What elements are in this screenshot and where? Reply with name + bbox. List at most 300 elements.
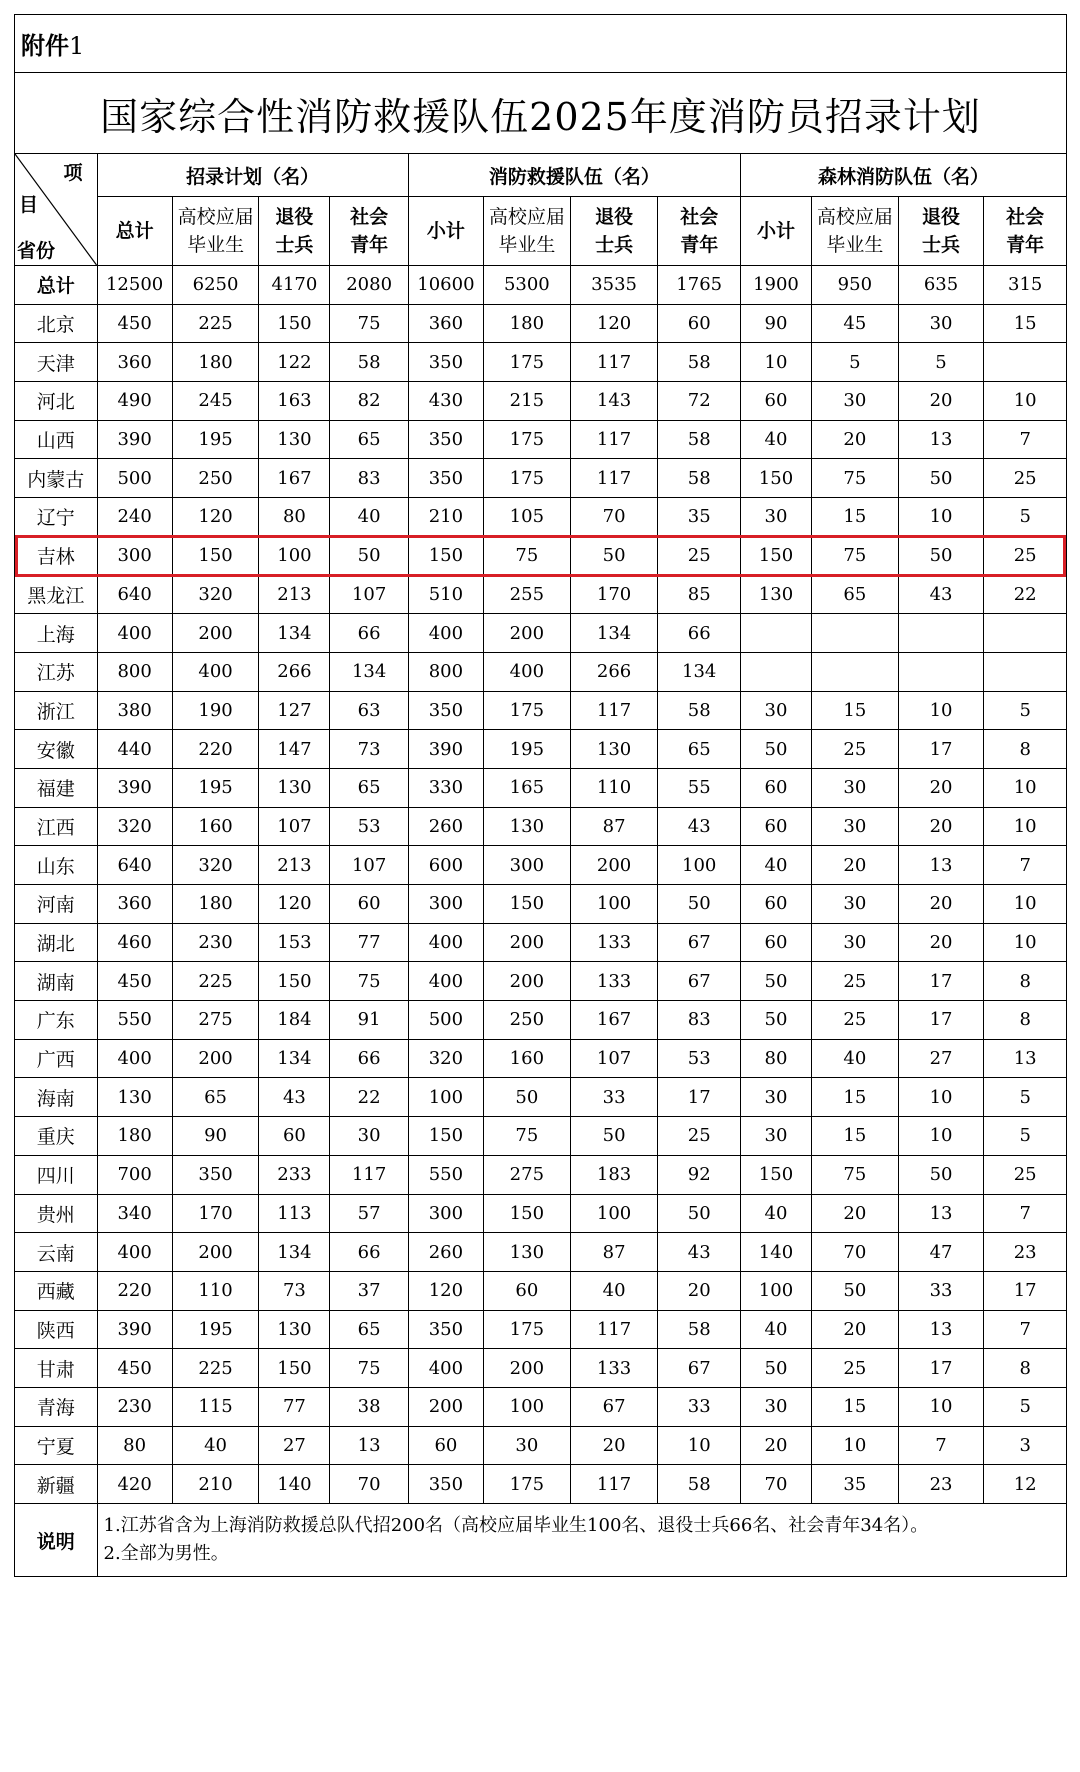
value-cell: 380 [97,691,172,730]
province-cell: 浙江 [15,691,98,730]
value-cell: 390 [408,730,483,769]
value-cell: 120 [259,885,330,924]
value-cell: 143 [570,382,658,421]
value-cell [898,614,984,653]
value-cell: 30 [812,768,899,807]
value-cell: 150 [259,1349,330,1388]
value-cell: 65 [330,768,408,807]
value-cell: 20 [898,885,984,924]
value-cell: 500 [408,1001,483,1040]
value-cell: 400 [408,1349,483,1388]
table-row [15,1117,1067,1156]
value-cell: 10 [898,498,984,537]
value-cell: 12500 [97,266,172,305]
value-cell: 150 [408,536,483,575]
subheader-line: 高校应届 [488,206,565,228]
value-cell: 800 [408,652,483,691]
value-cell: 25 [812,730,899,769]
value-cell: 5 [898,343,984,382]
value-cell: 15 [812,498,899,537]
value-cell: 85 [658,575,741,614]
value-cell: 60 [408,1426,483,1465]
attachment-label: 附件1 [15,15,1067,73]
value-cell: 15 [812,691,899,730]
province-cell: 海南 [15,1078,98,1117]
table-row [15,1465,1067,1504]
value-cell [812,652,899,691]
value-cell: 117 [570,1465,658,1504]
value-cell: 195 [172,1310,259,1349]
value-cell: 30 [740,1078,811,1117]
table-row [15,1310,1067,1349]
value-cell: 91 [330,1001,408,1040]
value-cell: 510 [408,575,483,614]
value-cell: 184 [259,1001,330,1040]
value-cell: 950 [812,266,899,305]
value-cell: 87 [570,1233,658,1272]
value-cell: 350 [408,1465,483,1504]
value-cell: 117 [570,691,658,730]
value-cell: 75 [330,962,408,1001]
value-cell: 30 [740,1387,811,1426]
subheader-cell: 小计 [740,197,811,266]
value-cell: 13 [898,1310,984,1349]
value-cell: 75 [812,459,899,498]
value-cell: 72 [658,382,741,421]
value-cell: 8 [984,1001,1067,1040]
value-cell: 180 [172,885,259,924]
subheader-cell [812,197,899,266]
province-cell: 宁夏 [15,1426,98,1465]
province-cell: 贵州 [15,1194,98,1233]
subheader-cell [259,197,330,266]
value-cell: 10 [658,1426,741,1465]
value-cell: 65 [658,730,741,769]
value-cell: 10 [984,768,1067,807]
value-cell: 210 [408,498,483,537]
value-cell: 140 [740,1233,811,1272]
value-cell: 300 [408,1194,483,1233]
value-cell: 100 [740,1271,811,1310]
value-cell: 30 [812,807,899,846]
corner-province-label: 省份 [17,240,56,262]
value-cell: 225 [172,304,259,343]
value-cell: 60 [740,807,811,846]
value-cell: 50 [812,1271,899,1310]
value-cell: 25 [984,536,1067,575]
value-cell: 27 [259,1426,330,1465]
value-cell: 200 [484,962,571,1001]
value-cell: 153 [259,923,330,962]
value-cell: 20 [658,1271,741,1310]
value-cell: 25 [812,1001,899,1040]
province-cell: 湖北 [15,923,98,962]
table-row [15,885,1067,924]
table-row [15,1001,1067,1040]
value-cell: 130 [570,730,658,769]
province-cell: 青海 [15,1387,98,1426]
subheader-line: 毕业生 [498,234,556,256]
value-cell: 107 [259,807,330,846]
table-row [15,382,1067,421]
table-row [15,846,1067,885]
value-cell [898,652,984,691]
table-row [15,768,1067,807]
value-cell: 100 [658,846,741,885]
subheader-cell [484,197,571,266]
value-cell: 175 [484,343,571,382]
value-cell: 65 [330,1310,408,1349]
value-cell: 100 [570,885,658,924]
value-cell: 4170 [259,266,330,305]
value-cell: 400 [408,962,483,1001]
value-cell: 215 [484,382,571,421]
province-cell: 河北 [15,382,98,421]
province-cell: 内蒙古 [15,459,98,498]
value-cell: 200 [172,614,259,653]
value-cell: 200 [484,1349,571,1388]
value-cell: 50 [658,1194,741,1233]
table-row [15,1387,1067,1426]
subheader-line: 高校应届 [177,206,254,228]
value-cell: 75 [484,1117,571,1156]
value-cell: 113 [259,1194,330,1233]
value-cell: 400 [97,614,172,653]
subheader-line: 士兵 [922,234,961,256]
value-cell [984,343,1067,382]
corner-item-label: 项 [63,162,83,184]
province-cell: 河南 [15,885,98,924]
value-cell: 220 [97,1271,172,1310]
value-cell: 70 [570,498,658,537]
value-cell: 130 [484,807,571,846]
province-cell: 广东 [15,1001,98,1040]
value-cell: 167 [570,1001,658,1040]
value-cell: 13 [984,1039,1067,1078]
value-cell: 82 [330,382,408,421]
province-cell: 广西 [15,1039,98,1078]
value-cell: 175 [484,459,571,498]
value-cell: 5 [984,1117,1067,1156]
value-cell: 127 [259,691,330,730]
value-cell: 640 [97,846,172,885]
value-cell: 67 [570,1387,658,1426]
value-cell: 20 [898,923,984,962]
value-cell: 1765 [658,266,741,305]
value-cell: 460 [97,923,172,962]
value-cell: 360 [97,343,172,382]
value-cell [812,614,899,653]
value-cell: 66 [330,1039,408,1078]
value-cell: 60 [484,1271,571,1310]
value-cell: 30 [740,691,811,730]
value-cell: 360 [97,885,172,924]
value-cell: 12 [984,1465,1067,1504]
value-cell: 315 [984,266,1067,305]
value-cell: 22 [984,575,1067,614]
value-cell: 213 [259,846,330,885]
subheader-cell: 总计 [97,197,172,266]
value-cell: 150 [408,1117,483,1156]
value-cell: 33 [570,1078,658,1117]
value-cell: 75 [330,1349,408,1388]
group-header-forest-fire: 森林消防队伍（名） [740,154,1066,197]
value-cell: 147 [259,730,330,769]
value-cell: 390 [97,420,172,459]
value-cell: 260 [408,807,483,846]
province-cell: 黑龙江 [15,575,98,614]
value-cell: 133 [570,962,658,1001]
value-cell: 134 [570,614,658,653]
value-cell: 133 [570,1349,658,1388]
value-cell: 58 [658,1310,741,1349]
value-cell: 73 [259,1271,330,1310]
value-cell: 10 [898,1117,984,1156]
value-cell: 60 [740,923,811,962]
subheader-cell [570,197,658,266]
value-cell: 23 [898,1465,984,1504]
value-cell: 90 [740,304,811,343]
value-cell: 200 [570,846,658,885]
value-cell: 150 [740,536,811,575]
value-cell: 50 [740,1349,811,1388]
value-cell: 20 [898,768,984,807]
value-cell: 200 [172,1233,259,1272]
subheader-line: 社会 [350,206,389,228]
value-cell: 47 [898,1233,984,1272]
value-cell: 134 [330,652,408,691]
subheader-line: 士兵 [595,234,634,256]
value-cell: 635 [898,266,984,305]
value-cell: 240 [97,498,172,537]
value-cell: 40 [570,1271,658,1310]
value-cell: 67 [658,962,741,1001]
value-cell: 20 [740,1426,811,1465]
subheader-line: 高校应届 [816,206,893,228]
recruitment-table [14,14,1067,1577]
table-row [15,730,1067,769]
table-row [15,614,1067,653]
value-cell: 107 [330,846,408,885]
value-cell: 117 [570,420,658,459]
value-cell: 60 [259,1117,330,1156]
value-cell: 25 [658,536,741,575]
value-cell: 100 [484,1387,571,1426]
value-cell: 10 [812,1426,899,1465]
table-row [15,1271,1067,1310]
value-cell: 10 [984,382,1067,421]
value-cell: 40 [812,1039,899,1078]
value-cell: 10 [898,691,984,730]
value-cell: 350 [408,343,483,382]
table-row [15,1426,1067,1465]
value-cell: 37 [330,1271,408,1310]
subheader-line: 社会 [680,206,719,228]
value-cell: 25 [984,459,1067,498]
value-cell: 17 [898,962,984,1001]
value-cell: 150 [259,962,330,1001]
value-cell: 160 [172,807,259,846]
value-cell: 320 [172,575,259,614]
value-cell: 43 [658,807,741,846]
value-cell: 13 [898,846,984,885]
value-cell: 25 [658,1117,741,1156]
value-cell: 5300 [484,266,571,305]
province-cell: 山西 [15,420,98,459]
table-row [15,691,1067,730]
value-cell: 195 [172,420,259,459]
value-cell: 130 [97,1078,172,1117]
value-cell: 107 [570,1039,658,1078]
value-cell: 22 [330,1078,408,1117]
total-row [15,266,1067,305]
value-cell: 50 [898,536,984,575]
province-cell: 重庆 [15,1117,98,1156]
value-cell: 440 [97,730,172,769]
table-row [15,1039,1067,1078]
province-cell: 辽宁 [15,498,98,537]
subheader-cell [898,197,984,266]
value-cell: 5 [984,1078,1067,1117]
value-cell: 8 [984,1349,1067,1388]
value-cell: 213 [259,575,330,614]
value-cell: 110 [172,1271,259,1310]
value-cell: 30 [740,1117,811,1156]
value-cell: 45 [812,304,899,343]
table-row [15,962,1067,1001]
value-cell: 100 [408,1078,483,1117]
value-cell: 1900 [740,266,811,305]
subheader-line: 毕业生 [187,234,245,256]
value-cell: 110 [570,768,658,807]
value-cell: 400 [97,1039,172,1078]
value-cell: 10 [740,343,811,382]
subheader-cell [330,197,408,266]
value-cell: 183 [570,1155,658,1194]
corner-header [15,154,98,266]
province-cell: 湖南 [15,962,98,1001]
value-cell: 60 [658,304,741,343]
value-cell: 30 [812,885,899,924]
province-cell: 云南 [15,1233,98,1272]
value-cell: 200 [484,614,571,653]
value-cell: 130 [259,768,330,807]
value-cell: 17 [898,1001,984,1040]
value-cell: 230 [172,923,259,962]
value-cell: 130 [259,1310,330,1349]
value-cell: 266 [570,652,658,691]
value-cell: 83 [658,1001,741,1040]
value-cell: 175 [484,1465,571,1504]
value-cell: 105 [484,498,571,537]
value-cell: 350 [408,420,483,459]
value-cell: 360 [408,304,483,343]
value-cell: 15 [812,1117,899,1156]
value-cell: 33 [898,1271,984,1310]
value-cell: 350 [408,459,483,498]
value-cell: 50 [898,459,984,498]
value-cell: 130 [740,575,811,614]
table-row [15,304,1067,343]
value-cell: 83 [330,459,408,498]
value-cell: 150 [740,1155,811,1194]
value-cell: 600 [408,846,483,885]
subheader-line: 退役 [922,206,961,228]
value-cell: 225 [172,962,259,1001]
value-cell: 25 [984,1155,1067,1194]
value-cell: 67 [658,923,741,962]
subheader-cell [172,197,259,266]
value-cell: 7 [984,1194,1067,1233]
value-cell: 50 [658,885,741,924]
subheader-line: 士兵 [275,234,314,256]
value-cell: 180 [97,1117,172,1156]
value-cell: 5 [984,691,1067,730]
value-cell: 8 [984,962,1067,1001]
value-cell: 8 [984,730,1067,769]
value-cell: 390 [97,1310,172,1349]
value-cell: 160 [484,1039,571,1078]
value-cell: 10 [984,885,1067,924]
value-cell: 15 [984,304,1067,343]
value-cell: 20 [898,382,984,421]
value-cell: 134 [658,652,741,691]
value-cell: 115 [172,1387,259,1426]
value-cell: 43 [259,1078,330,1117]
value-cell: 30 [740,498,811,537]
value-cell: 320 [172,846,259,885]
value-cell: 150 [259,304,330,343]
value-cell: 43 [898,575,984,614]
value-cell: 180 [172,343,259,382]
value-cell: 10 [984,923,1067,962]
province-cell: 安徽 [15,730,98,769]
value-cell: 150 [484,885,571,924]
province-cell: 江苏 [15,652,98,691]
subheader-line: 青年 [680,234,719,256]
value-cell: 10600 [408,266,483,305]
value-cell: 30 [898,304,984,343]
value-cell: 58 [658,1465,741,1504]
subheader-line: 青年 [350,234,389,256]
value-cell: 134 [259,614,330,653]
table-row [15,459,1067,498]
value-cell: 130 [259,420,330,459]
value-cell: 250 [172,459,259,498]
value-cell: 17 [898,730,984,769]
value-cell: 550 [97,1001,172,1040]
value-cell: 175 [484,420,571,459]
value-cell: 66 [330,1233,408,1272]
value-cell: 5 [984,498,1067,537]
value-cell: 73 [330,730,408,769]
value-cell: 53 [330,807,408,846]
value-cell: 170 [172,1194,259,1233]
value-cell: 150 [172,536,259,575]
value-cell: 35 [812,1465,899,1504]
value-cell: 20 [812,1194,899,1233]
value-cell: 195 [172,768,259,807]
value-cell: 20 [812,420,899,459]
value-cell: 70 [740,1465,811,1504]
value-cell: 350 [408,1310,483,1349]
table-row [15,420,1067,459]
value-cell: 10 [898,1078,984,1117]
value-cell: 100 [259,536,330,575]
value-cell: 60 [330,885,408,924]
table-row [15,1155,1067,1194]
value-cell: 60 [740,382,811,421]
